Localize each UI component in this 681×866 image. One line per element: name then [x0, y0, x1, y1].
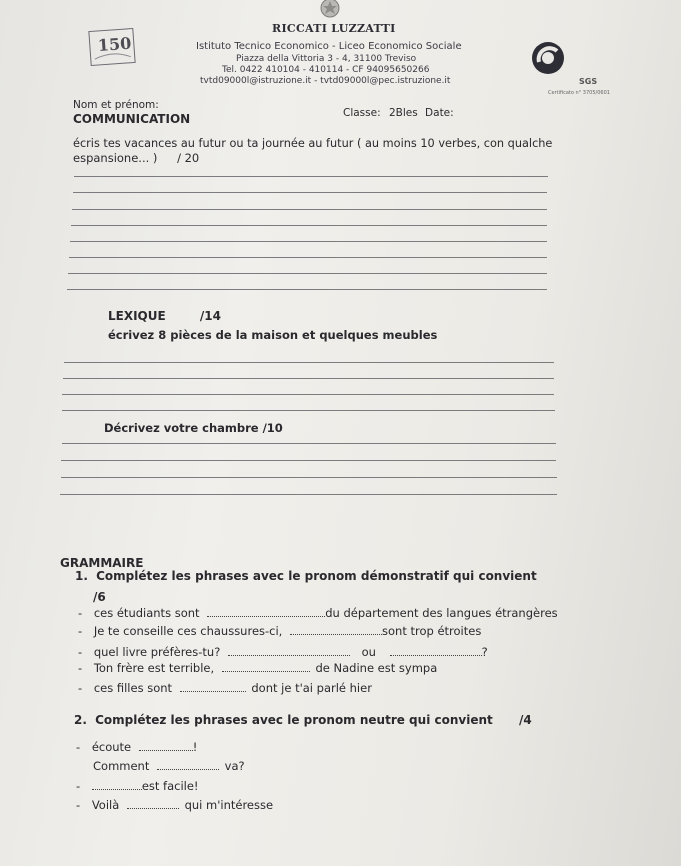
- date-label: Date:: [425, 107, 454, 119]
- ex2-item-after: !: [192, 740, 198, 754]
- communication-score: / 20: [177, 151, 200, 165]
- ex2-number: 2.: [74, 713, 87, 727]
- answer-line: [61, 477, 557, 478]
- ex1-item: [78, 661, 437, 675]
- email-line: tvtd09000l@istruzione.it - tvtd09000l@pec.istruzione.it: [200, 76, 451, 86]
- lexique-score: /14: [199, 309, 221, 323]
- ex2-item: [76, 798, 273, 812]
- answer-line: [70, 241, 547, 242]
- school-logo-number: 150: [97, 33, 132, 55]
- ex1-blank: [207, 616, 325, 617]
- institute-line: Istituto Tecnico Economico - Liceo Economico Sociale: [196, 41, 462, 52]
- answer-line: [67, 289, 547, 290]
- lexique-title: [108, 309, 221, 323]
- ex1-item: [78, 606, 558, 620]
- class-field: [343, 107, 454, 119]
- ex1-item-after: sont trop étroites: [382, 624, 482, 638]
- answer-line: [61, 460, 556, 461]
- bullet: -: [78, 645, 86, 659]
- address-line: Piazza della Vittoria 3 - 4, 31100 Treviso: [236, 54, 417, 64]
- answer-line: [69, 257, 547, 258]
- bullet: -: [78, 624, 86, 638]
- bullet: -: [76, 798, 84, 812]
- chambre-instruction: Décrivez votre chambre /10: [104, 421, 283, 435]
- ex1-instruction: [75, 569, 537, 583]
- ex2-item-after: est facile!: [141, 779, 199, 793]
- ex2-item-before: Voilà: [91, 798, 120, 812]
- ex2-score: /4: [518, 713, 532, 727]
- bullet: -: [76, 779, 84, 793]
- ex1-item-before: Je te conseille ces chaussures-ci,: [93, 624, 283, 638]
- communication-instruction-line2: [73, 151, 199, 165]
- ex2-instruction: [74, 713, 532, 727]
- bullet: -: [78, 681, 86, 695]
- ex2-blank: [127, 808, 179, 809]
- ex1-item-after: du département des langues étrangères: [325, 606, 558, 620]
- ex1-item: [78, 624, 481, 638]
- lexique-instruction: écrivez 8 pièces de la maison et quelques meubles: [108, 328, 438, 342]
- answer-line: [62, 443, 556, 444]
- bullet: -: [78, 661, 86, 675]
- ex1-item-after: ?: [481, 645, 488, 659]
- certification-label: Certificato n° 3705/0601: [548, 90, 610, 96]
- communication-instruction-cont: espansione... ): [73, 151, 158, 165]
- ex2-item-after: qui m'intéresse: [184, 798, 274, 812]
- answer-line: [68, 273, 547, 274]
- ex2-item-before: écoute: [91, 740, 132, 754]
- ex1-number: 1.: [75, 569, 88, 583]
- communication-instruction-line1: écris tes vacances au futur ou ta journée au futur ( au moins 10 verbes, con qualche: [73, 137, 553, 150]
- class-label: Classe:: [343, 107, 381, 119]
- ex1-item: [78, 681, 372, 695]
- class-value: 2Bles: [388, 107, 418, 119]
- ex1-item-after: de Nadine est sympa: [315, 661, 438, 675]
- communication-title: COMMUNICATION: [73, 112, 191, 126]
- republic-emblem: [316, 0, 344, 20]
- ex1-blank: [180, 691, 246, 692]
- answer-line: [60, 494, 557, 495]
- answer-line: [71, 225, 547, 226]
- ex2-item-after: va?: [224, 759, 245, 773]
- ex1-blank: [290, 634, 382, 635]
- certification-mark: SGS: [579, 77, 598, 86]
- ex1-item: [78, 645, 488, 659]
- ex1-item-after: dont je t'ai parlé hier: [251, 681, 372, 695]
- ex2-item-before: Comment: [93, 759, 150, 773]
- school-logo: [87, 26, 138, 67]
- ex2-blank: [139, 750, 193, 751]
- ex2-instruction-text: Complétez les phrases avec le pronom neutre qui convient: [95, 713, 493, 727]
- ex2-item: [93, 759, 245, 773]
- answer-line: [64, 362, 554, 363]
- answer-line: [63, 378, 554, 379]
- ex2-item: [76, 740, 197, 754]
- ex1-blank: [390, 655, 482, 656]
- answer-line: [62, 394, 554, 395]
- ex2-blank: [92, 789, 142, 790]
- school-name: RICCATI LUZZATTI: [272, 22, 396, 35]
- ex1-blank: [222, 671, 310, 672]
- ex1-blank: [228, 655, 350, 656]
- bullet: -: [76, 740, 84, 754]
- ex1-item-before: quel livre préfères-tu?: [93, 645, 221, 659]
- ex1-score: /6: [93, 590, 106, 604]
- phone-line: Tel. 0422 410104 - 410114 - CF 94095650266: [222, 65, 430, 75]
- grammaire-title: GRAMMAIRE: [60, 556, 144, 570]
- answer-line: [73, 192, 547, 193]
- certification-logo: [530, 40, 566, 76]
- ex1-instruction-text: Complétez les phrases avec le pronom démonstratif qui convient: [96, 569, 537, 583]
- ex1-item-before: Ton frère est terrible,: [93, 661, 215, 675]
- lexique-title-text: LEXIQUE: [108, 309, 166, 323]
- name-label: Nom et prénom:: [73, 99, 159, 111]
- ex1-item-before: ces filles sont: [93, 681, 173, 695]
- answer-line: [72, 209, 547, 210]
- answer-line: [62, 410, 555, 411]
- ex1-item-before: ces étudiants sont: [93, 606, 200, 620]
- ex1-item-middle: ou: [361, 645, 376, 659]
- ex2-blank: [157, 769, 219, 770]
- bullet: -: [78, 606, 86, 620]
- ex2-item: [76, 779, 199, 793]
- answer-line: [74, 176, 548, 177]
